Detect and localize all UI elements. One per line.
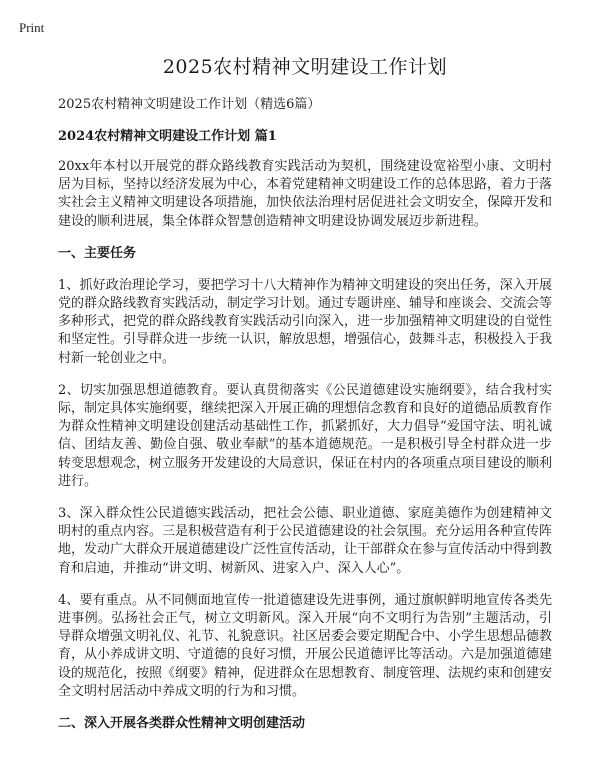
article-heading: 2024农村精神文明建设工作计划 篇1 (58, 129, 277, 144)
print-link[interactable]: Print (19, 20, 45, 35)
page-title: 2025农村精神文明建设工作计划 (162, 56, 448, 78)
section-heading-main-tasks: 一、主要任务 (58, 245, 137, 261)
task-item-4: 4、要有重点。从不同侧面地宣传一批道德建设先进事例，通过旗帜鲜明地宣传各类先进事例。弘扬社会正气，树立文明新风。深入开展“向不文明行为告别”主题活动，引导群众增强文明礼仪、礼节、礼貌意识。社区居委会要定期配合中、小学生思想品德教育，从小养成讲文明、守道德的良好习惯，开展公民道德评比等活动。六是加强道德建设的规范化，按照《纲要》精神，促进群众在思想教育、制度管理、法规约束和创建安全文明村居活动中养成文明的行为和习惯。 (58, 592, 553, 699)
section-heading-activities: 二、深入开展各类群众性精神文明创建活动 (58, 716, 306, 732)
document-page (58, 52, 552, 733)
intro-paragraph: 20xx年本村以开展党的群众路线教育实践活动为契机，围绕建设宽裕型小康、文明村居为目标，坚持以经济发展为中心，本着党建精神文明建设工作的总体思路，着力于落实社会主义精神文明建设各项措施，加快依法治理村居促进社会文明安全，保障开发和建设的顺利进展，集全体群众智慧创造精神文明建设协调发展迈步新进程。 (58, 159, 553, 229)
task-item-3: 3、深入群众性公民道德实践活动，把社会公德、职业道德、家庭美德作为创建精神文明村的重点内容。三是积极营造有利于公民道德建设的社会氛围。充分运用各种宣传阵地，发动广大群众开展道德建设广泛性宣传活动，让干部群众在参与宣传活动中得到教育和启迪，并推动“讲文明、树新风、进家入户、深入人心”。 (58, 506, 553, 576)
task-item-2: 2、切实加强思想道德教育。要认真贯彻落实《公民道德建设实施纲要》，结合我村实际，制定具体实施纲要，继续把深入开展正确的理想信念教育和良好的道德品质教育作为群众性精神文明建设创建活动基础性工作，抓紧抓好，大力倡导“爱国守法、明礼诚信、团结友善、勤俭自强、敬业奉献”的基本道德规范。一是积极引导全村群众进一步转变思想观念，树立服务开发建设的大局意识，保证在村内的各项重点项目建设的顺利进行。 (58, 382, 553, 489)
document-subtitle: 2025农村精神文明建设工作计划（精选6篇） (58, 97, 321, 112)
task-item-1: 1、抓好政治理论学习，要把学习十八大精神作为精神文明建设的突出任务，深入开展党的群众路线教育实践活动，制定学习计划。通过专题讲座、辅导和座谈会、交流会等多种形式，把党的群众路线教育实践活动引向深入，进一步加强精神文明建设的自觉性和坚定性。引导群众进一步统一认识，解放思想，增强信心，鼓舞斗志，积极投入于我村新一轮创业之中。 (58, 277, 553, 366)
